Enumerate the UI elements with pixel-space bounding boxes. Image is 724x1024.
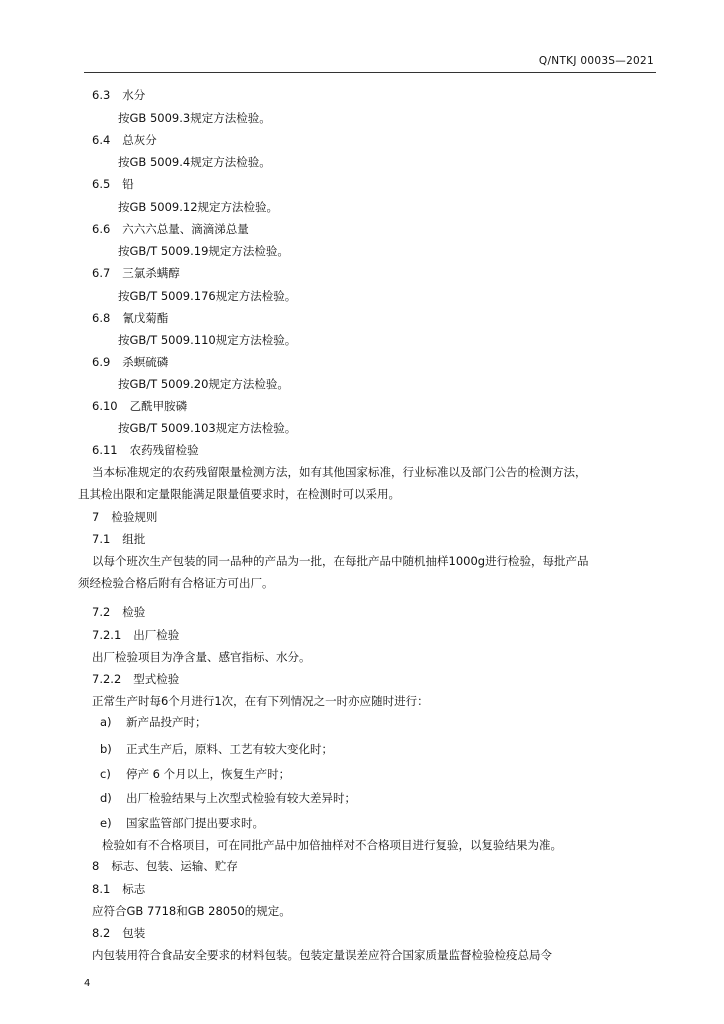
section-heading: 6.5 铅 [92, 177, 134, 191]
list-item: a) 新产品投产时； [100, 715, 207, 729]
list-item: e) 国家监管部门提出要求时。 [100, 816, 264, 830]
list-item: b) 正式生产后，原料、工艺有较大变化时； [100, 742, 333, 756]
section-heading: 6.6 六六六总量、滴滴涕总量 [92, 222, 249, 236]
section-body: 按GB/T 5009.176规定方法检验。 [118, 289, 297, 303]
section-body: 按GB/T 5009.19规定方法检验。 [118, 244, 289, 258]
section-body: 按GB/T 5009.110规定方法检验。 [118, 333, 297, 347]
section-heading: 6.10 乙酰甲胺磷 [92, 399, 188, 413]
paragraph-line: 应符合GB 7718和GB 28050的规定。 [92, 904, 291, 918]
chapter-heading: 7 检验规则 [92, 510, 158, 524]
section-heading: 6.3 水分 [92, 88, 146, 102]
section-heading: 6.8 氰戊菊酯 [92, 311, 169, 325]
section-heading: 6.7 三氯杀螨醇 [92, 266, 180, 280]
header-rule [84, 72, 656, 73]
section-body: 按GB 5009.3规定方法检验。 [118, 111, 271, 125]
paragraph-line: 须经检验合格后附有合格证方可出厂。 [78, 576, 274, 590]
section-heading: 8.1 标志 [92, 882, 146, 896]
section-body: 按GB 5009.12规定方法检验。 [118, 200, 279, 214]
list-item: c) 停产 6 个月以上，恢复生产时； [100, 767, 291, 781]
page-number: 4 [84, 978, 91, 989]
section-heading: 8.2 包装 [92, 926, 146, 940]
paragraph-line: 当本标准规定的农药残留限量检测方法，如有其他国家标准，行业标准以及部门公告的检测方法， [92, 465, 587, 479]
section-heading: 6.11 农药残留检验 [92, 443, 199, 457]
standard-code: Q/NTKJ 0003S—2021 [538, 55, 654, 67]
section-body: 按GB/T 5009.20规定方法检验。 [118, 377, 289, 391]
section-heading: 7.2.1 出厂检验 [92, 628, 180, 642]
list-item: d) 出厂检验结果与上次型式检验有较大差异时； [100, 791, 356, 805]
paragraph-line: 检验如有不合格项目，可在同批产品中加倍抽样对不合格项目进行复验，以复验结果为准。 [102, 838, 562, 852]
section-heading: 7.1 组批 [92, 532, 146, 546]
paragraph-line: 内包装用符合食品安全要求的材料包装。包装定量误差应符合国家质量监督检验检疫总局令 [92, 948, 552, 962]
section-heading: 7.2.2 型式检验 [92, 672, 180, 686]
paragraph-line: 以每个班次生产包装的同一品种的产品为一批，在每批产品中随机抽样1000g进行检验，每批产品 [92, 554, 589, 568]
section-heading: 7.2 检验 [92, 605, 146, 619]
section-body: 按GB/T 5009.103规定方法检验。 [118, 421, 297, 435]
section-heading: 6.9 杀螟硫磷 [92, 355, 169, 369]
paragraph-line: 出厂检验项目为净含量、感官指标、水分。 [92, 650, 311, 664]
section-body: 按GB 5009.4规定方法检验。 [118, 155, 271, 169]
section-heading: 6.4 总灰分 [92, 133, 157, 147]
paragraph-line: 正常生产时每6个月进行1次，在有下列情况之一时亦应随时进行： [92, 694, 429, 708]
paragraph-line: 且其检出限和定量限能满足限量值要求时，在检测时可以采用。 [78, 487, 400, 501]
chapter-heading: 8 标志、包装、运输、贮存 [92, 859, 238, 873]
